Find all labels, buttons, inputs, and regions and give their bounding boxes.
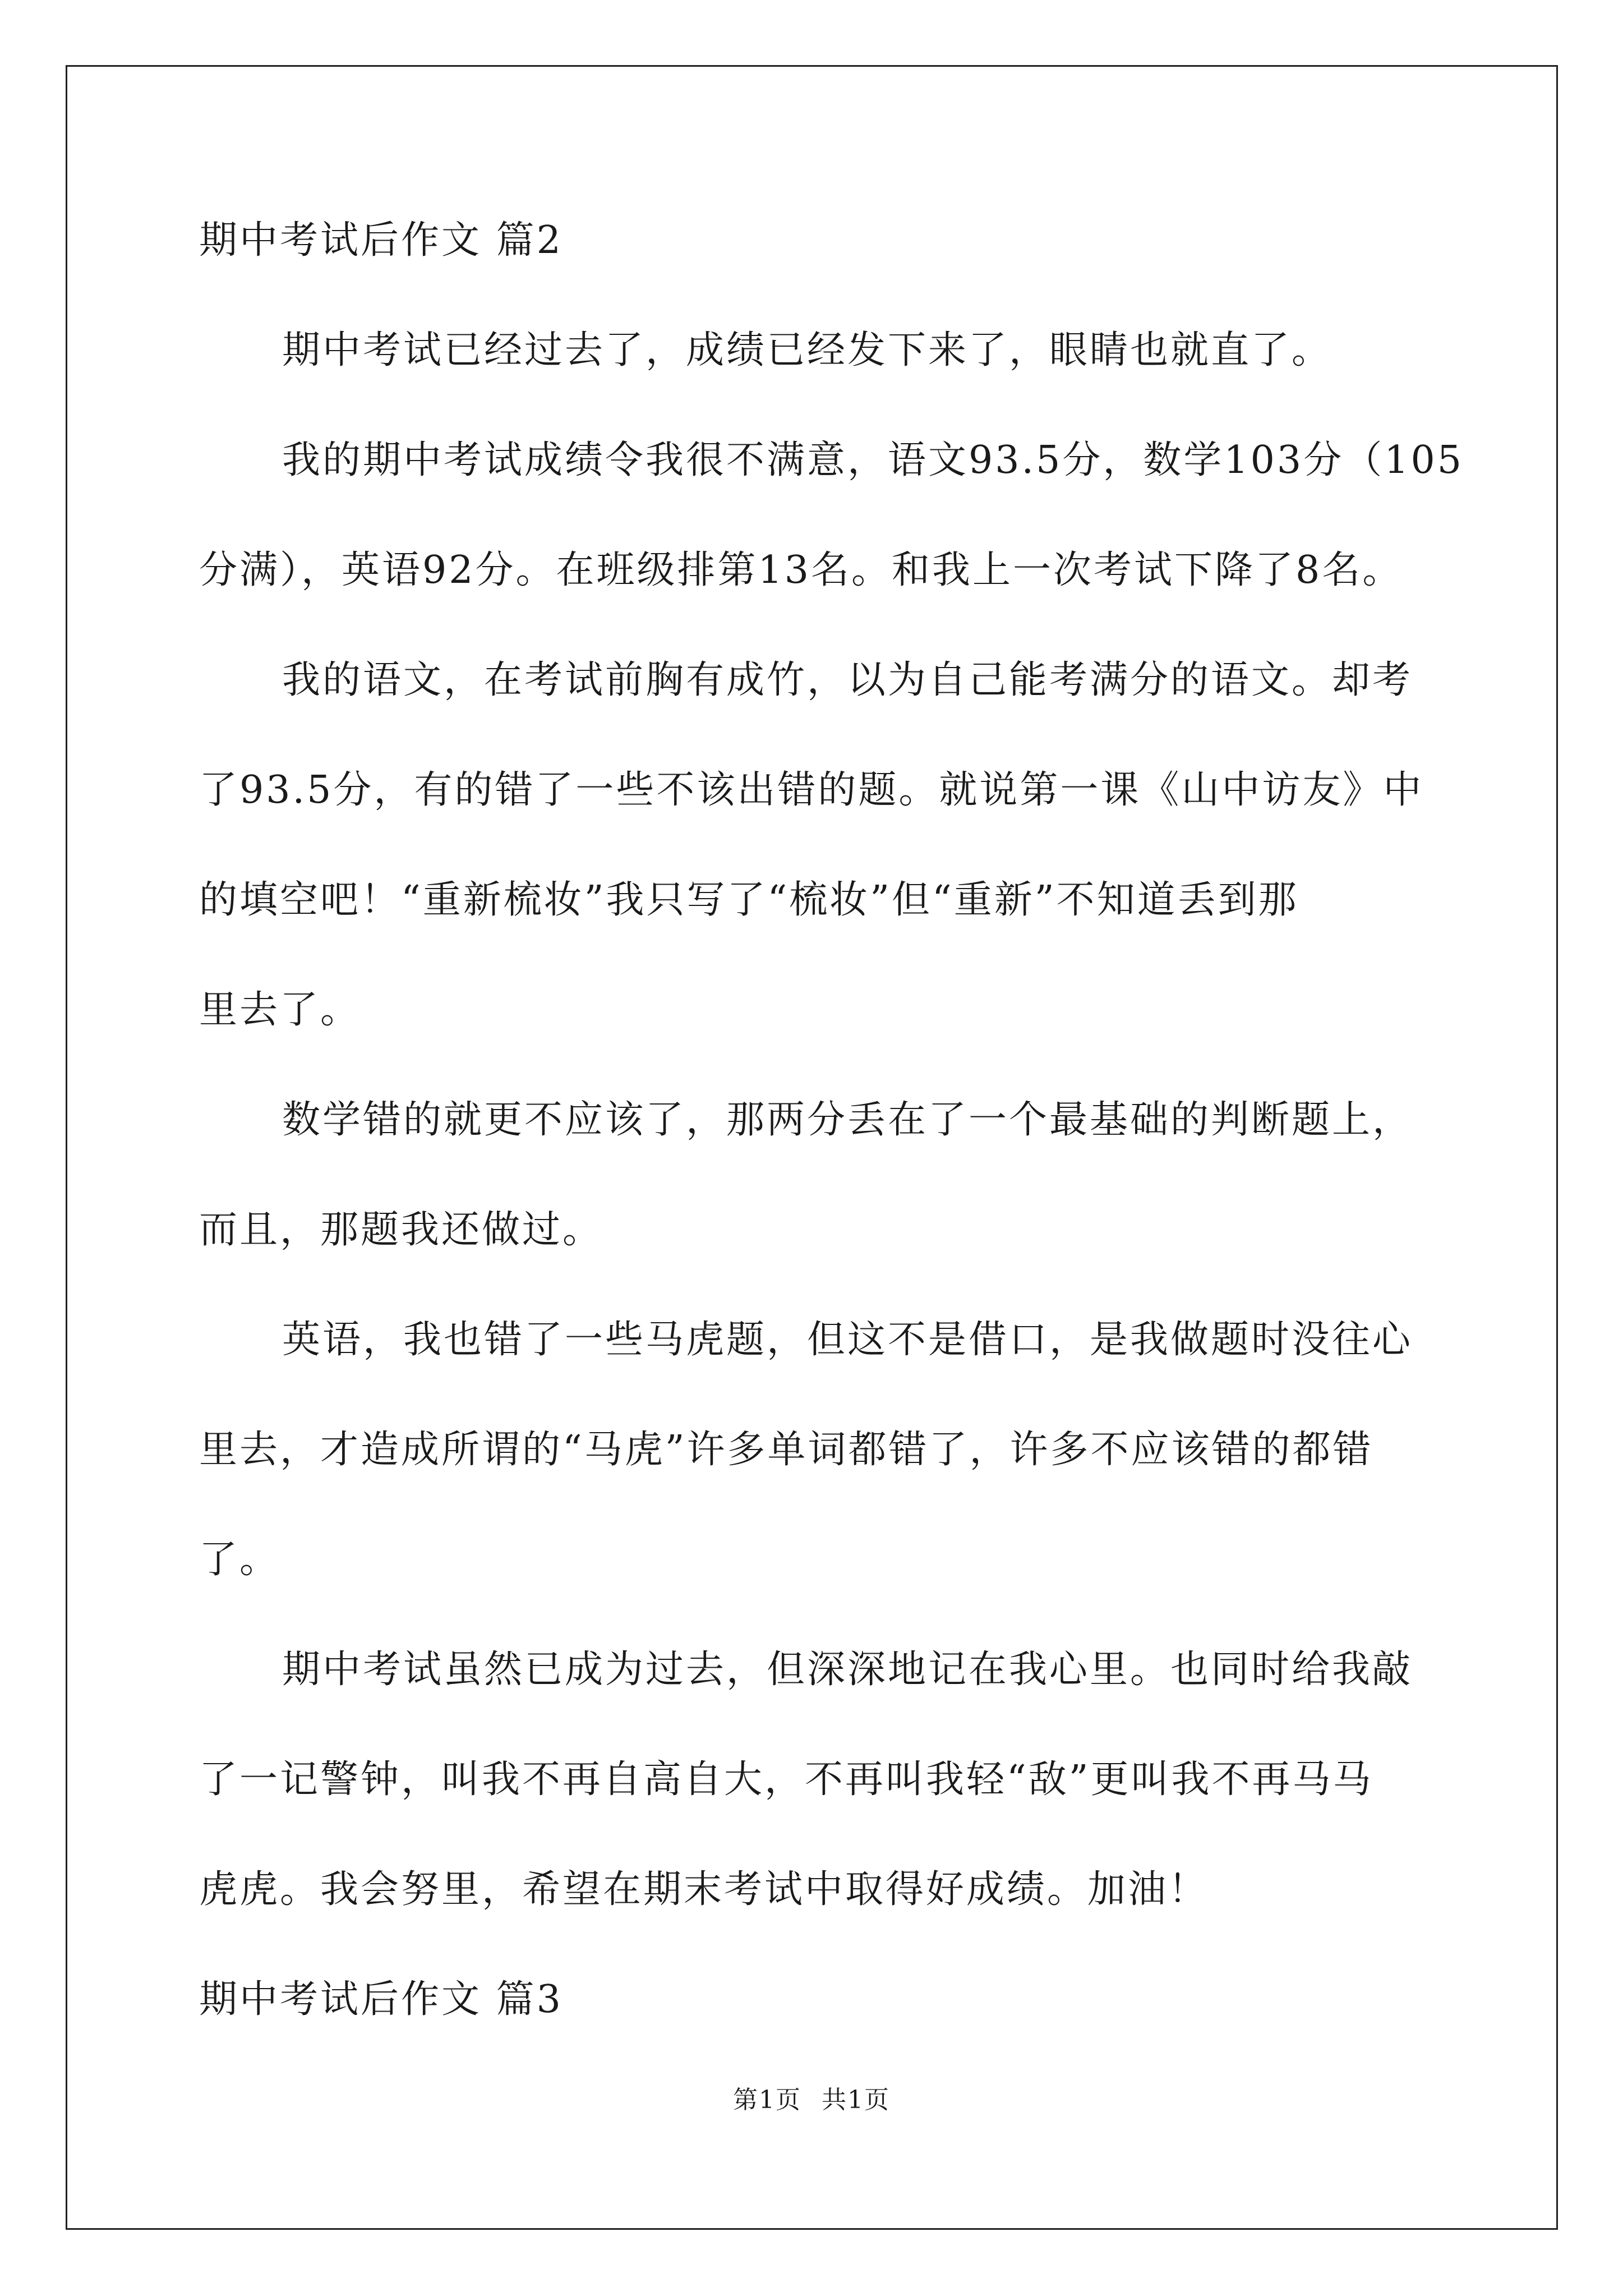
essay-heading-2: 期中考试后作文 篇2 bbox=[199, 218, 563, 263]
paragraph-line: 期中考试已经过去了，成绩已经发下来了，眼睛也就直了。 bbox=[282, 328, 1332, 372]
paragraph-line: 数学错的就更不应该了，那两分丢在了一个最基础的判断题上， bbox=[282, 1098, 1413, 1142]
paragraph-line: 而且，那题我还做过。 bbox=[199, 1208, 603, 1252]
paragraph-line: 了一记警钟，叫我不再自高自大，不再叫我轻“敌”更叫我不再马马 bbox=[199, 1757, 1373, 1802]
paragraph-line: 了93.5分，有的错了一些不该出错的题。就说第一课《山中访友》中 bbox=[199, 768, 1424, 812]
paragraph-line: 里去，才造成所谓的“马虎”许多单词都错了，许多不应该错的都错 bbox=[199, 1428, 1373, 1472]
paragraph-line: 我的语文，在考试前胸有成竹，以为自己能考满分的语文。却考 bbox=[282, 658, 1413, 702]
paragraph-line: 我的期中考试成绩令我很不满意，语文93.5分，数学103分（105 bbox=[282, 438, 1464, 482]
paragraph-line: 分满），英语92分。在班级排第13名。和我上一次考试下降了8名。 bbox=[199, 548, 1403, 592]
essay-heading-3: 期中考试后作文 篇3 bbox=[199, 1977, 563, 2022]
paragraph-line: 的填空吧！“重新梳妆”我只写了“梳妆”但“重新”不知道丢到那 bbox=[199, 878, 1299, 922]
paragraph-line: 虎虎。我会努里，希望在期末考试中取得好成绩。加油！ bbox=[199, 1867, 1209, 1912]
page-total: 共1页 bbox=[822, 2086, 890, 2114]
paragraph-line: 里去了。 bbox=[199, 988, 361, 1032]
page-footer bbox=[0, 2088, 1623, 2113]
document-body bbox=[199, 218, 1464, 2022]
paragraph-line: 英语，我也错了一些马虎题，但这不是借口，是我做题时没往心 bbox=[282, 1318, 1413, 1362]
paragraph-line: 期中考试虽然已成为过去，但深深地记在我心里。也同时给我敲 bbox=[282, 1648, 1413, 1692]
page-number: 第1页 bbox=[733, 2086, 801, 2114]
paragraph-line: 了。 bbox=[199, 1538, 280, 1582]
